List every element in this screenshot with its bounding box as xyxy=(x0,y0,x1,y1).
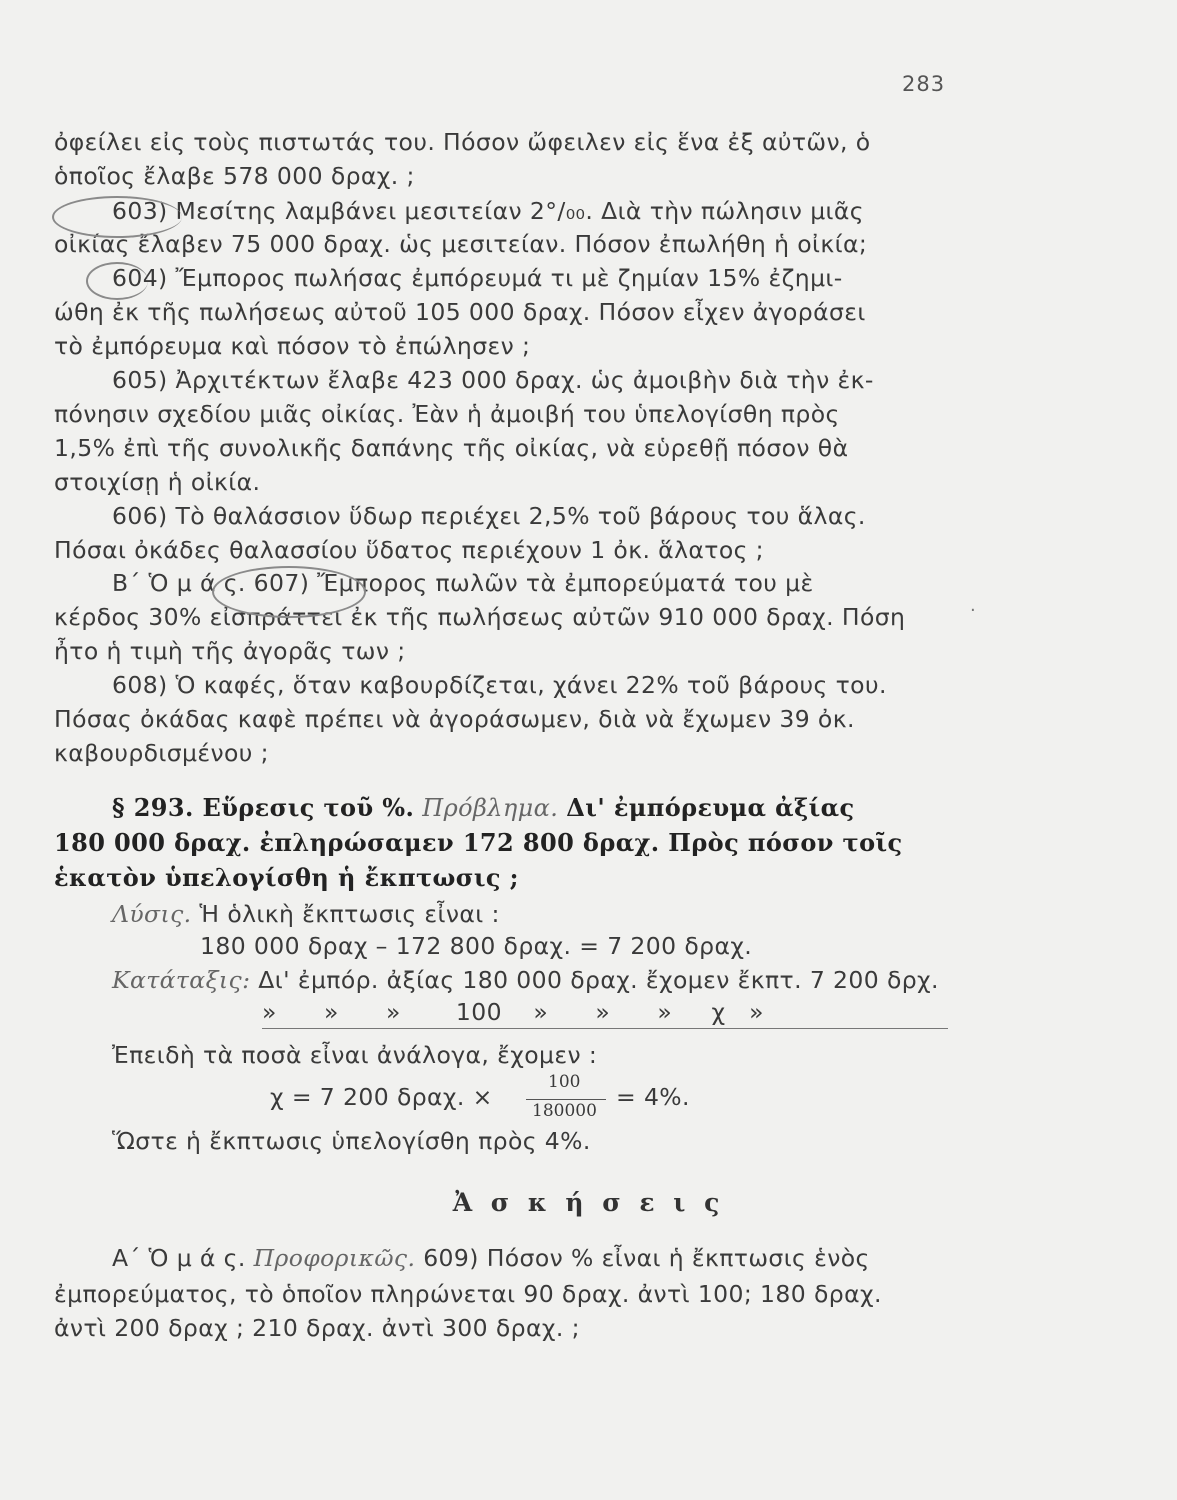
text-line: πόνησιν σχεδίου μιᾶς οἰκίας. Ἐὰν ἡ ἀμοιβή του ὑπελογίσθη πρὸς xyxy=(54,400,840,428)
problem-text: Δι' ἐμπόρευμα ἀξίας xyxy=(566,793,855,822)
solution-label: Λύσις. xyxy=(112,900,192,928)
exercise-text: 609) Πόσον % εἶναι ἡ ἔκπτωσις ἑνὸς xyxy=(423,1244,870,1272)
fraction-denominator: 180000 xyxy=(532,1101,597,1121)
text-line: 604) Ἔμπορος πωλήσας ἐμπόρευμά τι μὲ ζημίαν 15% ἐζημι- xyxy=(112,264,843,292)
text-line: Πόσας ὀκάδας καφὲ πρέπει νὰ ἀγοράσωμεν, διὰ νὰ ἔχωμεν 39 ὀκ. xyxy=(54,705,855,733)
text-line: 606) Τὸ θαλάσσιον ὕδωρ περιέχει 2,5% τοῦ βάρους του ἅλας. xyxy=(112,502,866,530)
text-line: Β΄ Ὁ μ ά ς. 607) Ἔμπορος πωλῶν τὰ ἐμπορεύματά του μὲ xyxy=(112,569,814,597)
text-line: ἦτο ἡ τιμὴ τῆς ἀγορᾶς των ; xyxy=(54,637,406,665)
conclusion: Ὥστε ἡ ἔκπτωσις ὑπελογίσθη πρὸς 4%. xyxy=(112,1127,591,1155)
text-line: ὁποῖος ἔλαβε 578 000 δραχ. ; xyxy=(54,162,415,190)
text-line: τὸ ἐμπόρευμα καὶ πόσον τὸ ἐπώλησεν ; xyxy=(54,332,531,360)
text-line: ὀφείλει εἰς τοὺς πιστωτάς του. Πόσον ὤφειλεν εἰς ἕνα ἐξ αὐτῶν, ὁ xyxy=(54,128,871,156)
arrangement-line xyxy=(112,966,939,994)
problem-line-3: ἑκατὸν ὑπελογίσθη ἡ ἔκπτωσις ; xyxy=(54,863,519,892)
text-line: Πόσαι ὀκάδες θαλασσίου ὕδατος περιέχουν 1 ὀκ. ἅλατος ; xyxy=(54,536,764,564)
margin-dot: · xyxy=(970,600,976,621)
arrangement-text: Δι' ἐμπόρ. ἀξίας 180 000 δραχ. ἔχομεν ἔκπτ. 7 200 δρχ. xyxy=(258,966,939,994)
arrangement-line-2: » » » 100 » » » χ » xyxy=(262,998,764,1026)
text-line: 608) Ὁ καφές, ὅταν καβουρδίζεται, χάνει 22% τοῦ βάρους του. xyxy=(112,671,887,699)
text-line: ώθη ἐκ τῆς πωλήσεως αὐτοῦ 105 000 δραχ. Πόσον εἶχεν ἀγοράσει xyxy=(54,298,866,326)
text-line: στοιχίσῃ ἡ οἰκία. xyxy=(54,468,261,496)
equation-right: = 4%. xyxy=(616,1083,690,1111)
text-line: καβουρδισμένου ; xyxy=(54,739,269,767)
pencil-circle-mark xyxy=(52,196,182,238)
equation-left: χ = 7 200 δραχ. × xyxy=(270,1083,493,1111)
since-line: Ἐπειδὴ τὰ ποσὰ εἶναι ἀνάλογα, ἔχομεν : xyxy=(112,1041,598,1069)
calculation: 180 000 δραχ – 172 800 δραχ. = 7 200 δραχ. xyxy=(200,932,753,960)
exercises-heading: Ἀ σ κ ή σ ε ι ς xyxy=(452,1188,725,1217)
section-title: § 293. Εὕρεσις τοῦ %. xyxy=(112,793,415,822)
fraction-bar xyxy=(526,1099,606,1100)
page-number: 283 xyxy=(902,72,946,96)
arrangement-label: Κατάταξις: xyxy=(112,966,251,994)
problem-label: Πρόβλημα. xyxy=(422,794,559,822)
solution-text: Ἡ ὁλικὴ ἔκπτωσις εἶναι : xyxy=(199,900,500,928)
problem-line-1 xyxy=(112,793,855,822)
text-line: 605) Ἀρχιτέκτων ἔλαβε 423 000 δραχ. ὡς ἀμοιβὴν διὰ τὴν ἐκ- xyxy=(112,366,874,394)
group-label: Α΄ Ὁ μ ά ς. xyxy=(112,1244,246,1272)
exercise-line-3: ἀντὶ 200 δραχ ; 210 δραχ. ἀντὶ 300 δραχ. ; xyxy=(54,1314,580,1342)
text-line: 603) Μεσίτης λαμβάνει μεσιτείαν 2°/₀₀. Διὰ τὴν πώλησιν μιᾶς xyxy=(112,197,864,225)
fraction-numerator: 100 xyxy=(548,1072,581,1092)
text-line: οἰκίας ἔλαβεν 75 000 δραχ. ὡς μεσιτείαν. Πόσον ἐπωλήθη ἡ οἰκία; xyxy=(54,230,868,258)
solution-line xyxy=(112,900,500,928)
pencil-circle-mark xyxy=(212,566,366,618)
arrangement-rule xyxy=(262,1028,948,1029)
problem-line-2: 180 000 δραχ. ἐπληρώσαμεν 172 800 δραχ. Πρὸς πόσον τοῖς xyxy=(54,828,903,857)
exercise-line-1 xyxy=(112,1244,870,1272)
text-line: κέρδος 30% εἰσπράττει ἐκ τῆς πωλήσεως αὐτῶν 910 000 δραχ. Πόση xyxy=(54,603,906,631)
pencil-circle-mark xyxy=(86,262,148,300)
oral-label: Προφορικῶς. xyxy=(253,1244,416,1272)
text-line: 1,5% ἐπὶ τῆς συνολικῆς δαπάνης τῆς οἰκίας, νὰ εὑρεθῇ πόσον θὰ xyxy=(54,434,849,462)
exercise-line-2: ἐμπορεύματος, τὸ ὁποῖον πληρώνεται 90 δραχ. ἀντὶ 100; 180 δραχ. xyxy=(54,1280,882,1308)
